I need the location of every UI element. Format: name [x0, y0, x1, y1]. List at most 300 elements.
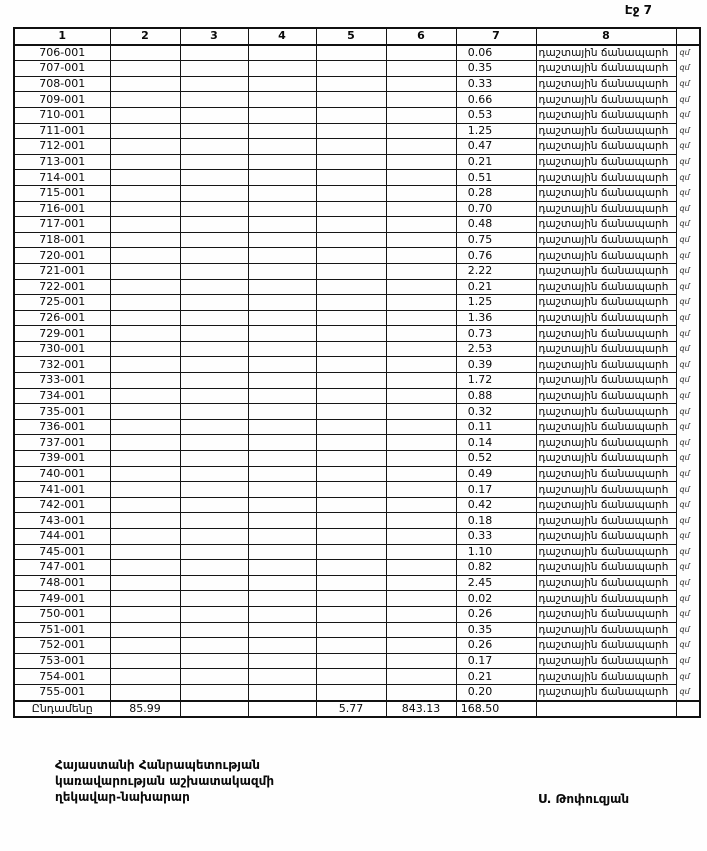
table-row: [14, 61, 700, 77]
empty-cell: [180, 497, 248, 513]
row-value: 0.11: [456, 419, 536, 435]
column-header: 8: [536, 28, 676, 45]
table-row: [14, 232, 700, 248]
row-description: դաշտային ճանապարհ: [536, 684, 676, 700]
handwritten-mark: զմ: [679, 125, 690, 135]
row-code: 716-001: [14, 201, 110, 217]
empty-cell: [316, 575, 386, 591]
empty-cell: [386, 341, 456, 357]
empty-cell: [110, 482, 180, 498]
table-row: [14, 669, 700, 685]
empty-cell: [180, 513, 248, 529]
row-value: 0.21: [456, 279, 536, 295]
row-code: 752-001: [14, 638, 110, 654]
row-code: 710-001: [14, 107, 110, 123]
table-row: [14, 638, 700, 654]
empty-cell: [386, 310, 456, 326]
empty-cell: [180, 279, 248, 295]
empty-cell: [248, 248, 316, 264]
row-description: դաշտային ճանապարհ: [536, 653, 676, 669]
empty-cell: [316, 435, 386, 451]
empty-cell: [316, 388, 386, 404]
empty-cell: [180, 575, 248, 591]
row-description: դաշտային ճանապարհ: [536, 560, 676, 576]
empty-cell: [110, 248, 180, 264]
empty-cell: [248, 419, 316, 435]
row-description: դաշտային ճանապարհ: [536, 466, 676, 482]
row-description: դաշտային ճանապարհ: [536, 591, 676, 607]
empty-cell: [180, 451, 248, 467]
row-code: 753-001: [14, 653, 110, 669]
row-value: 0.76: [456, 248, 536, 264]
handwritten-mark: զմ: [679, 484, 690, 494]
empty-cell: [110, 591, 180, 607]
empty-cell: [180, 701, 248, 718]
empty-cell: [110, 419, 180, 435]
handwritten-mark: զմ: [679, 219, 690, 229]
margin-spacer: [676, 701, 700, 718]
empty-cell: [248, 357, 316, 373]
empty-cell: [386, 653, 456, 669]
handwritten-mark: զմ: [679, 671, 690, 681]
empty-cell: [316, 622, 386, 638]
empty-cell: [248, 201, 316, 217]
row-value: 0.21: [456, 669, 536, 685]
table-row: [14, 529, 700, 545]
empty-cell: [110, 232, 180, 248]
table-row: [14, 513, 700, 529]
empty-cell: [110, 154, 180, 170]
empty-cell: [248, 435, 316, 451]
row-description: դաշտային ճանապարհ: [536, 76, 676, 92]
empty-cell: [386, 451, 456, 467]
empty-cell: [316, 139, 386, 155]
empty-cell: [180, 482, 248, 498]
empty-cell: [180, 435, 248, 451]
row-description: դաշտային ճանապարհ: [536, 513, 676, 529]
row-description: դաշտային ճանապարհ: [536, 451, 676, 467]
empty-cell: [110, 513, 180, 529]
table-row: [14, 544, 700, 560]
row-value: 1.10: [456, 544, 536, 560]
empty-cell: [316, 76, 386, 92]
empty-cell: [386, 684, 456, 700]
total-col6: 843.13: [386, 701, 456, 718]
empty-cell: [316, 513, 386, 529]
table-row: [14, 45, 700, 61]
handwritten-mark: զմ: [679, 94, 690, 104]
empty-cell: [386, 435, 456, 451]
empty-cell: [110, 139, 180, 155]
empty-cell: [110, 170, 180, 186]
table-row: [14, 185, 700, 201]
empty-cell: [248, 45, 316, 61]
table-row: [14, 451, 700, 467]
handwritten-mark: զմ: [679, 406, 690, 416]
table-row: [14, 591, 700, 607]
empty-cell: [248, 185, 316, 201]
row-description: դաշտային ճանապարհ: [536, 529, 676, 545]
table-header-row: [14, 28, 700, 45]
handwritten-mark: զմ: [679, 79, 690, 89]
empty-cell: [110, 310, 180, 326]
empty-cell: [386, 170, 456, 186]
empty-cell: [180, 373, 248, 389]
row-code: 739-001: [14, 451, 110, 467]
empty-cell: [316, 591, 386, 607]
row-code: 709-001: [14, 92, 110, 108]
handwritten-mark: զմ: [679, 640, 690, 650]
empty-cell: [110, 388, 180, 404]
handwritten-mark: զմ: [679, 297, 690, 307]
empty-cell: [110, 638, 180, 654]
empty-cell: [316, 295, 386, 311]
empty-cell: [248, 513, 316, 529]
row-description: դաշտային ճանապարհ: [536, 669, 676, 685]
row-code: 743-001: [14, 513, 110, 529]
empty-cell: [316, 684, 386, 700]
row-code: 718-001: [14, 232, 110, 248]
empty-cell: [248, 61, 316, 77]
empty-cell: [248, 139, 316, 155]
row-code: 706-001: [14, 45, 110, 61]
total-col2: 85.99: [110, 701, 180, 718]
empty-cell: [386, 154, 456, 170]
row-code: 721-001: [14, 263, 110, 279]
empty-cell: [110, 326, 180, 342]
empty-cell: [386, 575, 456, 591]
empty-cell: [110, 404, 180, 420]
row-value: 0.73: [456, 326, 536, 342]
handwritten-mark: զմ: [679, 578, 690, 588]
empty-cell: [386, 622, 456, 638]
empty-cell: [180, 591, 248, 607]
row-code: 751-001: [14, 622, 110, 638]
row-value: 0.28: [456, 185, 536, 201]
empty-cell: [110, 61, 180, 77]
table-row: [14, 482, 700, 498]
row-value: 0.17: [456, 653, 536, 669]
row-value: 0.26: [456, 606, 536, 622]
empty-cell: [248, 575, 316, 591]
empty-cell: [110, 123, 180, 139]
row-value: 0.66: [456, 92, 536, 108]
row-code: 737-001: [14, 435, 110, 451]
row-description: դաշտային ճանապարհ: [536, 357, 676, 373]
empty-cell: [316, 92, 386, 108]
row-value: 1.72: [456, 373, 536, 389]
row-value: 0.75: [456, 232, 536, 248]
empty-cell: [248, 170, 316, 186]
column-header: 5: [316, 28, 386, 45]
table-row: [14, 92, 700, 108]
footer-line: ղեկավար-նախարար: [55, 790, 190, 804]
handwritten-mark: զմ: [679, 624, 690, 634]
empty-cell: [386, 92, 456, 108]
table-row: [14, 123, 700, 139]
empty-cell: [248, 591, 316, 607]
empty-cell: [110, 575, 180, 591]
row-value: 1.25: [456, 295, 536, 311]
empty-cell: [110, 217, 180, 233]
row-description: դաշտային ճանապարհ: [536, 170, 676, 186]
empty-cell: [248, 388, 316, 404]
empty-cell: [386, 606, 456, 622]
empty-cell: [386, 373, 456, 389]
empty-cell: [180, 653, 248, 669]
empty-cell: [180, 170, 248, 186]
row-description: դաշտային ճանապարհ: [536, 482, 676, 498]
empty-cell: [110, 669, 180, 685]
row-value: 2.45: [456, 575, 536, 591]
table-row: [14, 357, 700, 373]
handwritten-mark: զմ: [679, 468, 690, 478]
empty-cell: [180, 123, 248, 139]
empty-cell: [248, 497, 316, 513]
row-description: դաշտային ճանապարհ: [536, 248, 676, 264]
empty-cell: [316, 606, 386, 622]
table-row: [14, 310, 700, 326]
row-code: 749-001: [14, 591, 110, 607]
empty-cell: [180, 606, 248, 622]
table-row: [14, 170, 700, 186]
row-code: 745-001: [14, 544, 110, 560]
column-header: 4: [248, 28, 316, 45]
column-header: 1: [14, 28, 110, 45]
table-row: [14, 404, 700, 420]
row-value: 0.32: [456, 404, 536, 420]
empty-cell: [386, 139, 456, 155]
row-description: դաշտային ճանապարհ: [536, 61, 676, 77]
empty-cell: [110, 653, 180, 669]
empty-cell: [110, 45, 180, 61]
empty-cell: [180, 419, 248, 435]
empty-cell: [536, 701, 676, 718]
row-description: դաշտային ճանապարհ: [536, 295, 676, 311]
row-description: դաշտային ճանապարհ: [536, 373, 676, 389]
table-row: [14, 388, 700, 404]
empty-cell: [386, 201, 456, 217]
empty-cell: [180, 139, 248, 155]
empty-cell: [316, 419, 386, 435]
empty-cell: [110, 451, 180, 467]
row-value: 1.36: [456, 310, 536, 326]
empty-cell: [110, 76, 180, 92]
row-value: 0.39: [456, 357, 536, 373]
row-value: 0.52: [456, 451, 536, 467]
row-value: 0.14: [456, 435, 536, 451]
handwritten-mark: զմ: [679, 235, 690, 245]
handwritten-mark: զմ: [679, 63, 690, 73]
handwritten-mark: զմ: [679, 328, 690, 338]
empty-cell: [316, 248, 386, 264]
empty-cell: [386, 466, 456, 482]
empty-cell: [316, 560, 386, 576]
handwritten-mark: զմ: [679, 359, 690, 369]
row-code: 725-001: [14, 295, 110, 311]
empty-cell: [248, 669, 316, 685]
row-value: 0.51: [456, 170, 536, 186]
empty-cell: [180, 357, 248, 373]
row-value: 0.33: [456, 529, 536, 545]
row-value: 0.49: [456, 466, 536, 482]
empty-cell: [386, 591, 456, 607]
empty-cell: [180, 61, 248, 77]
empty-cell: [316, 669, 386, 685]
handwritten-mark: զմ: [679, 266, 690, 276]
row-description: դաշտային ճանապարհ: [536, 606, 676, 622]
row-code: 713-001: [14, 154, 110, 170]
column-header: 2: [110, 28, 180, 45]
row-value: 1.25: [456, 123, 536, 139]
empty-cell: [386, 388, 456, 404]
row-description: դաշտային ճանապարհ: [536, 263, 676, 279]
row-description: դաշտային ճանապարհ: [536, 232, 676, 248]
page-number-label: Էջ 7: [624, 3, 652, 17]
handwritten-mark: զմ: [679, 593, 690, 603]
row-code: 722-001: [14, 279, 110, 295]
empty-cell: [316, 45, 386, 61]
empty-cell: [316, 653, 386, 669]
handwritten-mark: զմ: [679, 609, 690, 619]
handwritten-mark: զմ: [679, 375, 690, 385]
row-value: 0.18: [456, 513, 536, 529]
table-row: [14, 217, 700, 233]
signature-name: Ս. Թոփուզյան: [538, 792, 630, 806]
empty-cell: [386, 185, 456, 201]
empty-cell: [386, 76, 456, 92]
total-col7: 168.50: [456, 701, 536, 718]
empty-cell: [386, 217, 456, 233]
empty-cell: [316, 497, 386, 513]
empty-cell: [316, 232, 386, 248]
empty-cell: [180, 295, 248, 311]
row-code: 750-001: [14, 606, 110, 622]
handwritten-mark: զմ: [679, 110, 690, 120]
empty-cell: [248, 326, 316, 342]
row-description: դաշտային ճանապարհ: [536, 279, 676, 295]
row-description: դաշտային ճանապարհ: [536, 497, 676, 513]
table-row: [14, 263, 700, 279]
empty-cell: [248, 544, 316, 560]
margin-spacer: [676, 28, 700, 45]
row-code: 742-001: [14, 497, 110, 513]
empty-cell: [386, 61, 456, 77]
empty-cell: [180, 92, 248, 108]
empty-cell: [248, 217, 316, 233]
empty-cell: [316, 263, 386, 279]
empty-cell: [110, 357, 180, 373]
row-description: դաշտային ճանապարհ: [536, 341, 676, 357]
table-row: [14, 107, 700, 123]
empty-cell: [110, 606, 180, 622]
empty-cell: [110, 560, 180, 576]
handwritten-mark: զմ: [679, 250, 690, 260]
empty-cell: [110, 373, 180, 389]
handwritten-mark: զմ: [679, 453, 690, 463]
empty-cell: [110, 435, 180, 451]
row-code: 741-001: [14, 482, 110, 498]
empty-cell: [386, 248, 456, 264]
row-description: դաշտային ճանապարհ: [536, 404, 676, 420]
row-value: 0.53: [456, 107, 536, 123]
empty-cell: [180, 248, 248, 264]
row-code: 748-001: [14, 575, 110, 591]
empty-cell: [180, 529, 248, 545]
empty-cell: [180, 560, 248, 576]
empty-cell: [248, 310, 316, 326]
table-body: [14, 28, 700, 717]
empty-cell: [386, 107, 456, 123]
empty-cell: [316, 123, 386, 139]
empty-cell: [180, 76, 248, 92]
empty-cell: [180, 684, 248, 700]
table-row: [14, 419, 700, 435]
table-row: [14, 622, 700, 638]
row-value: 0.20: [456, 684, 536, 700]
row-value: 0.17: [456, 482, 536, 498]
empty-cell: [180, 622, 248, 638]
handwritten-mark: զմ: [679, 500, 690, 510]
empty-cell: [110, 201, 180, 217]
empty-cell: [386, 513, 456, 529]
empty-cell: [248, 373, 316, 389]
handwritten-mark: զմ: [679, 312, 690, 322]
row-value: 0.21: [456, 154, 536, 170]
empty-cell: [316, 279, 386, 295]
empty-cell: [386, 404, 456, 420]
handwritten-mark: զմ: [679, 515, 690, 525]
footer-line: Հայաստանի Հանրապետության: [55, 758, 260, 772]
empty-cell: [248, 279, 316, 295]
row-code: 747-001: [14, 560, 110, 576]
empty-cell: [180, 185, 248, 201]
empty-cell: [248, 560, 316, 576]
row-value: 2.53: [456, 341, 536, 357]
handwritten-mark: զմ: [679, 188, 690, 198]
empty-cell: [248, 232, 316, 248]
row-code: 735-001: [14, 404, 110, 420]
row-value: 0.26: [456, 638, 536, 654]
handwritten-mark: զմ: [679, 531, 690, 541]
empty-cell: [180, 154, 248, 170]
table-row: [14, 279, 700, 295]
empty-cell: [316, 310, 386, 326]
empty-cell: [316, 170, 386, 186]
empty-cell: [316, 326, 386, 342]
row-code: 707-001: [14, 61, 110, 77]
empty-cell: [386, 497, 456, 513]
empty-cell: [316, 451, 386, 467]
row-value: 0.06: [456, 45, 536, 61]
row-value: 0.42: [456, 497, 536, 513]
empty-cell: [180, 310, 248, 326]
row-code: 733-001: [14, 373, 110, 389]
empty-cell: [110, 622, 180, 638]
empty-cell: [316, 404, 386, 420]
empty-cell: [110, 341, 180, 357]
empty-cell: [110, 529, 180, 545]
row-code: 720-001: [14, 248, 110, 264]
handwritten-mark: զմ: [679, 390, 690, 400]
empty-cell: [180, 263, 248, 279]
empty-cell: [248, 76, 316, 92]
footer-title-block: [55, 757, 274, 805]
table-row: [14, 435, 700, 451]
empty-cell: [180, 544, 248, 560]
empty-cell: [110, 544, 180, 560]
empty-cell: [180, 45, 248, 61]
